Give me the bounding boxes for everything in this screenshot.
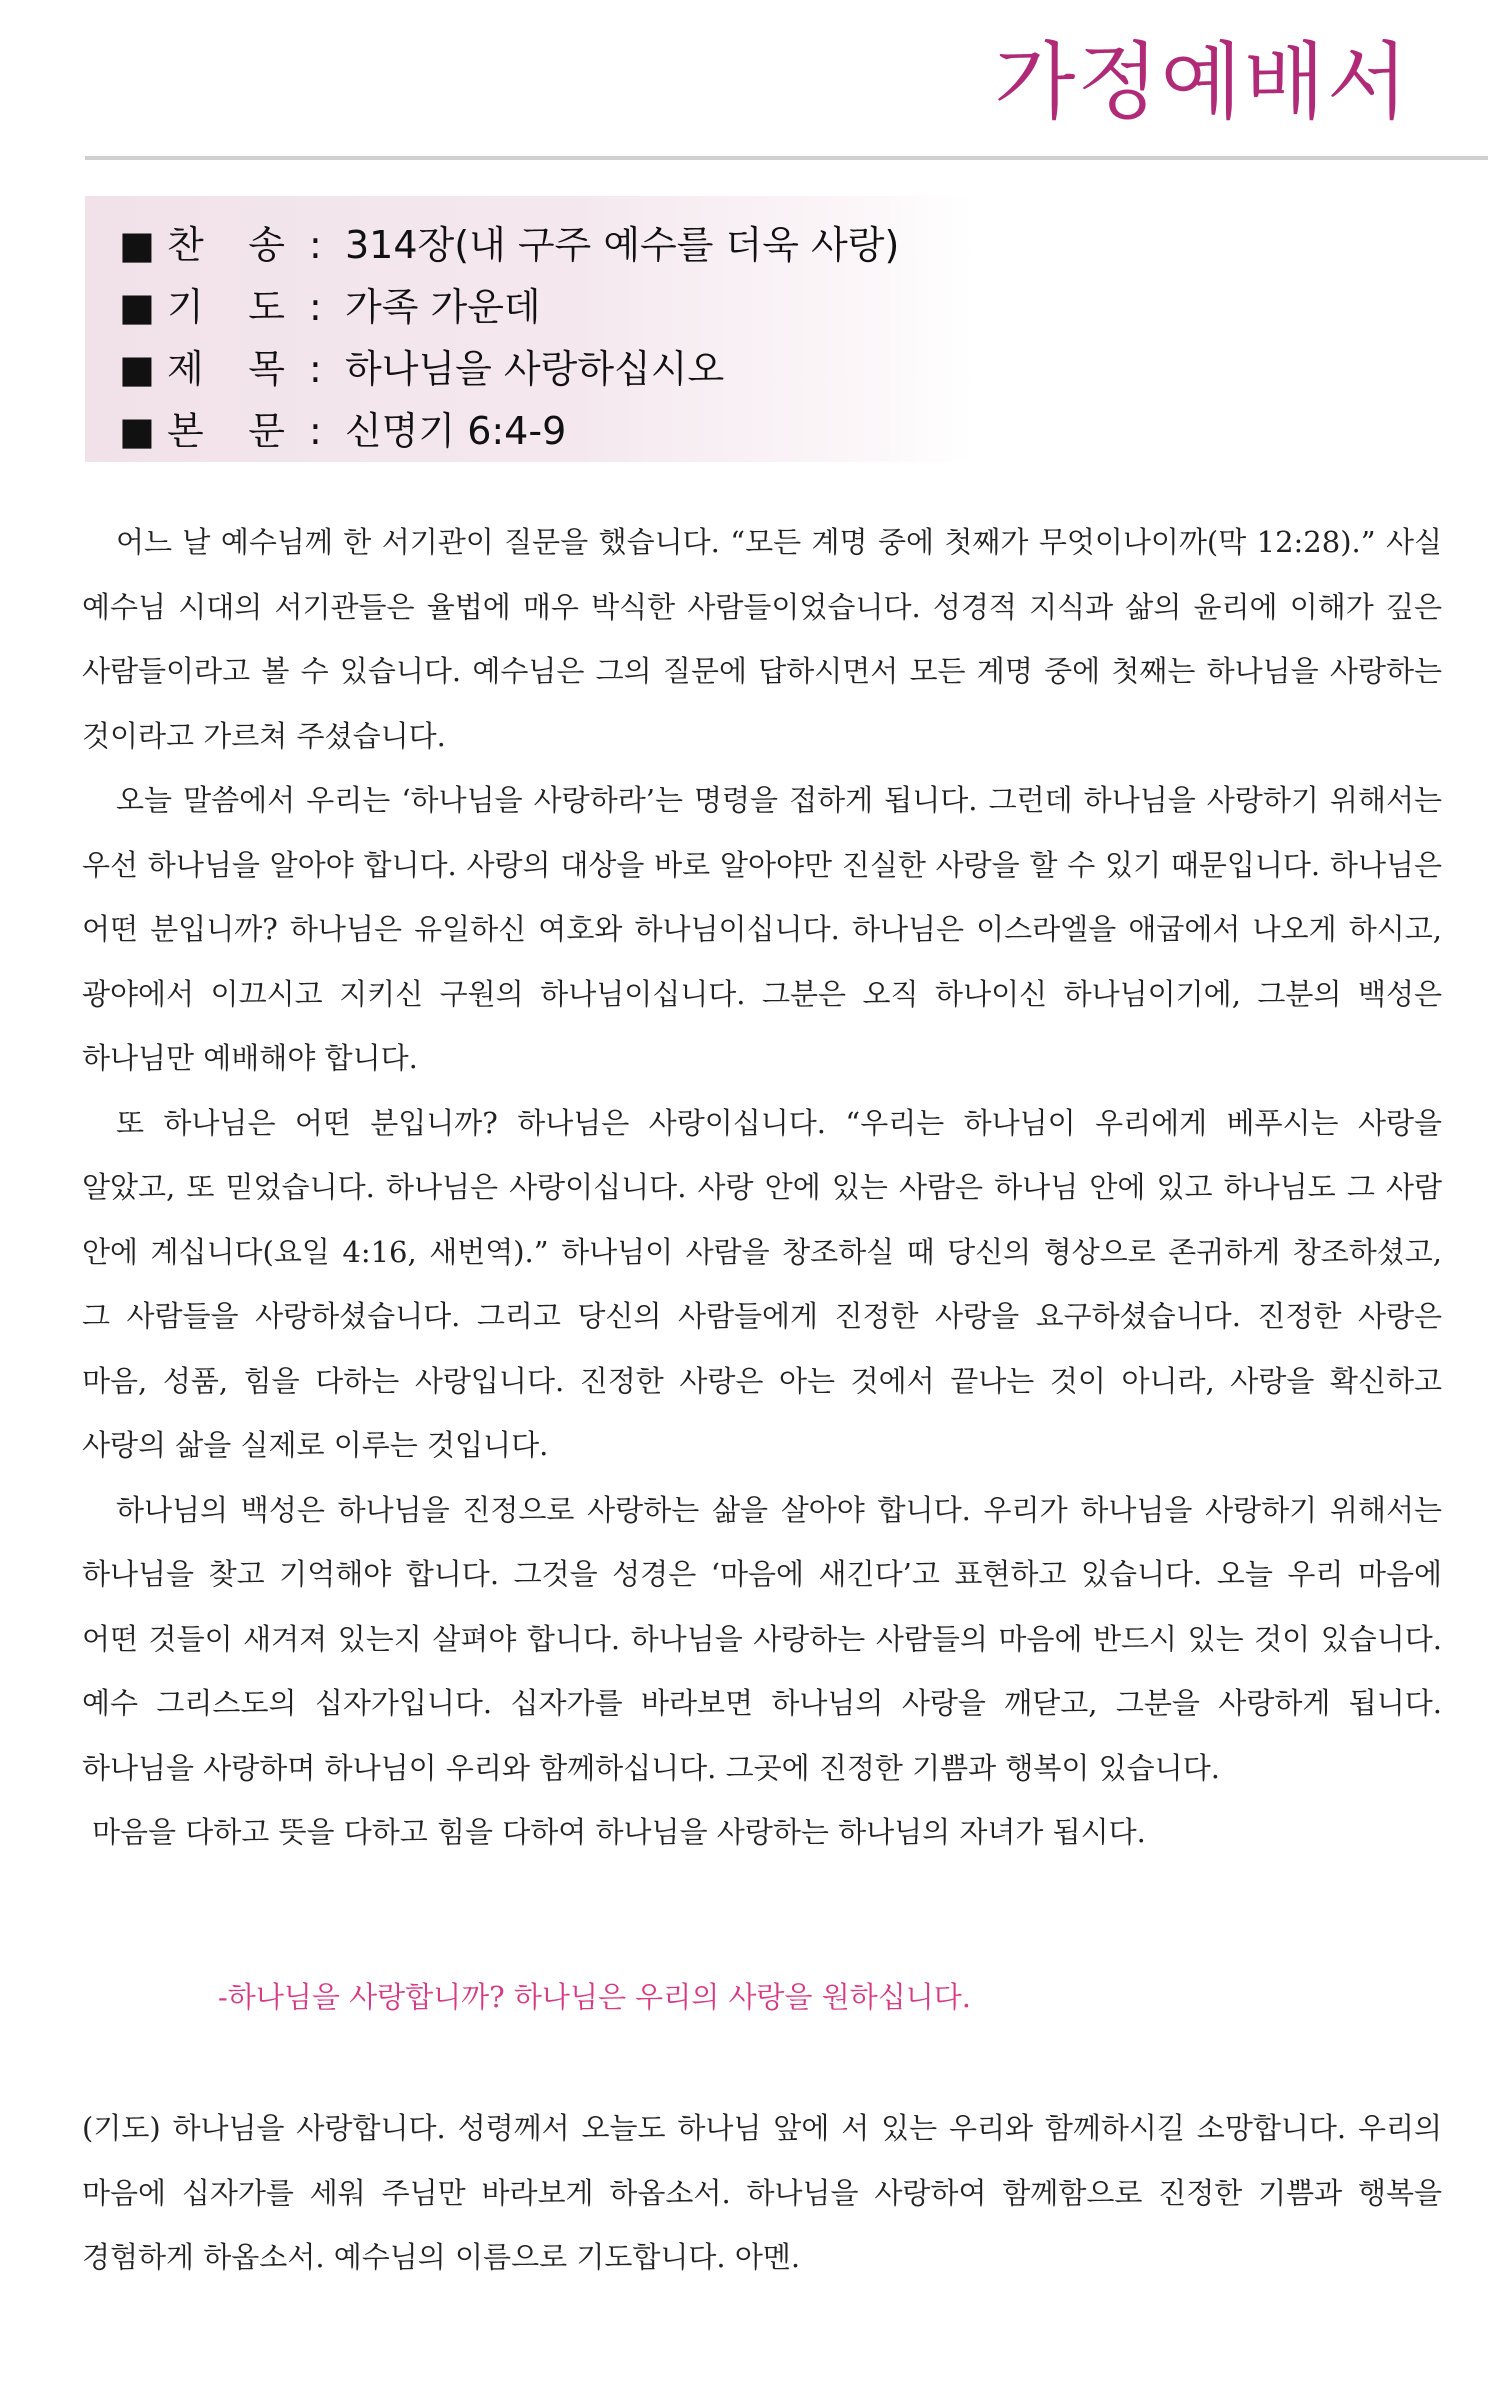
hymn-label: 찬 송 — [167, 223, 285, 267]
prayer-value: 가족 가운데 — [345, 285, 541, 329]
topic-row — [119, 338, 975, 400]
square-bullet-icon: ■ — [119, 223, 155, 267]
hymn-value: 314장(내 구주 예수를 더욱 사랑) — [345, 223, 900, 267]
scripture-row — [119, 400, 975, 462]
worship-info-box — [85, 196, 975, 462]
closing-sentence: 마음을 다하고 뜻을 다하고 힘을 다하여 하나님을 사랑하는 하나님의 자녀가 됩시다. — [92, 1815, 1146, 1849]
sermon-paragraph: 어느 날 예수님께 한 서기관이 질문을 했습니다. “모든 계명 중에 첫째가 무엇이나이까(막 12:28).” 사실 예수님 시대의 서기관들은 율법에 매우 박식한 사람들이었습니다. 성경적 지식과 삶의 윤리에 이해가 깊은 사람들이라고 볼 수 있습니다. 예수님은 그의 질문에 답하시면서 모든 계명 중에 첫째는 하나님을 사랑하는 것이라고 가르쳐 주셨습니다. — [82, 525, 1442, 753]
page-title: 가정예배서 — [994, 33, 1410, 131]
hymn-row — [119, 214, 975, 276]
sermon-body — [82, 510, 1442, 1865]
square-bullet-icon: ■ — [119, 409, 155, 453]
title-divider — [85, 156, 1488, 160]
sermon-paragraph: 하나님의 백성은 하나님을 진정으로 사랑하는 삶을 살아야 합니다. 우리가 하나님을 사랑하기 위해서는 하나님을 찾고 기억해야 합니다. 그것을 성경은 ‘마음에 새긴다’고 표현하고 있습니다. 오늘 우리 마음에 어떤 것들이 새겨져 있는지 살펴야 합니다. 하나님을 사랑하는 사람들의 마음에 반드시 있는 것이 있습니다. 예수 그리스도의 십자가입니다. 십자가를 바라보면 하나님의 사랑을 깨닫고, 그분을 사랑하게 됩니다. 하나님을 사랑하며 하나님이 우리와 함께하십니다. 그곳에 진정한 기쁨과 행복이 있습니다. — [82, 1492, 1442, 1785]
colon: : — [309, 285, 322, 329]
scripture-label: 본 문 — [167, 409, 285, 453]
square-bullet-icon: ■ — [119, 285, 155, 329]
closing-prayer: (기도) 하나님을 사랑합니다. 성령께서 오늘도 하나님 앞에 서 있는 우리와 함께하시길 소망합니다. 우리의 마음에 십자가를 세워 주님만 바라보게 하옵소서. 하나님을 사랑하여 함께함으로 진정한 기쁨과 행복을 경험하게 하옵소서. 예수님의 이름으로 기도합니다. 아멘. — [82, 2111, 1442, 2274]
topic-value: 하나님을 사랑하십시오 — [345, 347, 725, 391]
square-bullet-icon: ■ — [119, 347, 155, 391]
sermon-paragraph: 오늘 말씀에서 우리는 ‘하나님을 사랑하라’는 명령을 접하게 됩니다. 그런데 하나님을 사랑하기 위해서는 우선 하나님을 알아야 합니다. 사랑의 대상을 바로 알아야만 진실한 사랑을 할 수 있기 때문입니다. 하나님은 어떤 분입니까? 하나님은 유일하신 여호와 하나님이십니다. 하나님은 이스라엘을 애굽에서 나오게 하시고, 광야에서 이끄시고 지키신 구원의 하나님이십니다. 그분은 오직 하나이신 하나님이기에, 그분의 백성은 하나님만 예배해야 합니다. — [82, 783, 1442, 1075]
colon: : — [309, 409, 322, 453]
highlight-quote: -하나님을 사랑합니까? 하나님은 우리의 사랑을 원하십니다. — [218, 1980, 971, 2014]
prayer-row — [119, 276, 975, 338]
colon: : — [309, 223, 322, 267]
sermon-paragraph: 또 하나님은 어떤 분입니까? 하나님은 사랑이십니다. “우리는 하나님이 우리에게 베푸시는 사랑을 알았고, 또 믿었습니다. 하나님은 사랑이십니다. 사랑 안에 있는 사람은 하나님 안에 있고 하나님도 그 사람 안에 계십니다(요일 4:16, 새번역).” 하나님이 사람을 창조하실 때 당신의 형상으로 존귀하게 창조하셨고, 그 사람들을 사랑하셨습니다. 그리고 당신의 사람들에게 진정한 사랑을 요구하셨습니다. 진정한 사랑은 마음, 성품, 힘을 다하는 사랑입니다. 진정한 사랑은 아는 것에서 끝나는 것이 아니라, 사랑을 확신하고 사랑의 삶을 실제로 이루는 것입니다. — [82, 1105, 1442, 1462]
scripture-value: 신명기 6:4-9 — [345, 409, 567, 453]
colon: : — [309, 347, 322, 391]
prayer-label: 기 도 — [167, 285, 285, 329]
topic-label: 제 목 — [167, 347, 285, 391]
